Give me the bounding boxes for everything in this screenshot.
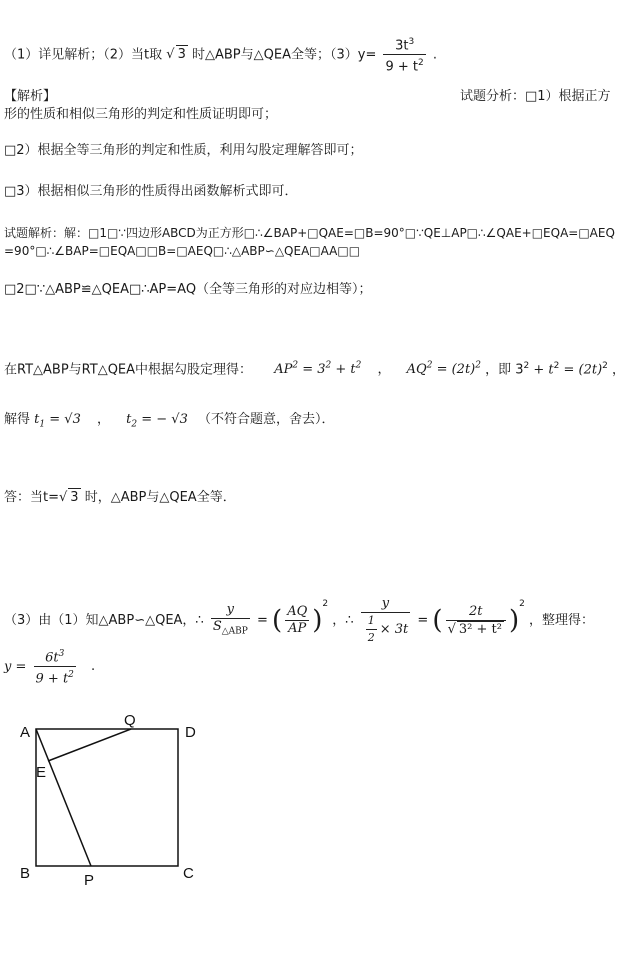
sqrt-3: √ 3	[166, 47, 186, 63]
label-b: B	[20, 865, 31, 882]
solution-line-2: =90°□∴∠BAP=□EQA□□B=□AEQ□∴△ABP∽△QEA□AA□□	[4, 244, 361, 258]
answer-fraction: $\frac{3t^3}{9 + t^2}$	[383, 34, 425, 76]
label-p: P	[84, 872, 95, 889]
label-a: A	[20, 724, 31, 741]
square-diagram	[0, 700, 240, 900]
solution-line-1: 试题解析：解：□1□∵四边形ABCD为正方形□∴∠BAP+□QAE=□B=90°□∵QE⊥AP□∴∠QAE+□EQA=□AEQ	[4, 226, 615, 240]
solution-line-5: 解得 $t_1 = √3$ ， $t_2$ = − √3 （不符合题意，舍去）．	[4, 412, 335, 430]
solution-line-8: y = $\frac{6t^3}{9 + t^2}$ .	[4, 646, 95, 688]
fraction-aq-over-ap: $\frac{AQ}{AP}$	[287, 604, 308, 636]
solution-line-4: 在RT△ABP与RT△QEA中根据勾股定理得： $AP^2 = 3^2 + t^2$ ， $AQ^2 = (2t)^2$ ，即 $3^2 + t^2 = (2t)^2$ ，	[4, 361, 626, 378]
analysis-tag: 【解析】	[4, 89, 57, 104]
solution-line-7: （3）由（1）知△ABP∽△QEA，∴ $\frac{y}{S_{\triangle ABP}}$ = ( $\frac{AQ}{AP}$ )$^2$ ，∴ y $\frac{1}{2}$ × 3t = ( $\frac{2t}{\text{√ 3² + t²}}$ )$^2$ ，整理得：	[4, 595, 594, 644]
answer-end: .	[432, 47, 438, 63]
analysis-line-1: 形的性质和相似三角形的判定和性质证明即可；	[4, 107, 278, 122]
fraction-y-over-s: $\frac{y}{S_{\triangle ABP}}$	[212, 601, 248, 637]
fraction-2t-over-sqrt: $\frac{2t}{\text{√ 3² + t²}}$	[446, 604, 506, 638]
solution-line-6: 答：当t=√ 3 时，△ABP与△QEA全等．	[4, 490, 236, 505]
solution-line-3: □2□∵△ABP≌△QEA□∴AP=AQ（全等三角形的对应边相等）；	[4, 282, 372, 297]
label-e: E	[36, 764, 47, 781]
fraction-y-over-area: y $\frac{1}{2}$ × 3t	[361, 596, 411, 646]
analysis-line-3: □3）根据相似三角形的性质得出函数解析式即可．	[4, 184, 298, 199]
square-abcd	[36, 729, 178, 866]
label-d: D	[185, 724, 196, 741]
answer-line	[4, 34, 437, 76]
result-fraction: $\frac{6t^3}{9 + t^2}$	[34, 646, 76, 688]
label-c: C	[183, 865, 194, 882]
answer-text-2: 时△ABP与△QEA全等；（3）y=	[192, 47, 377, 63]
analysis-line-2: □2）根据全等三角形的判定和性质，利用勾股定理解答即可；	[4, 143, 363, 158]
segment-ap	[36, 729, 91, 866]
segment-qe	[48, 729, 131, 761]
answer-text-1: （1）详见解析；（2）当t取	[4, 47, 163, 63]
analysis-head: 试题分析：□1）根据正方	[460, 89, 611, 104]
label-q: Q	[124, 712, 136, 729]
